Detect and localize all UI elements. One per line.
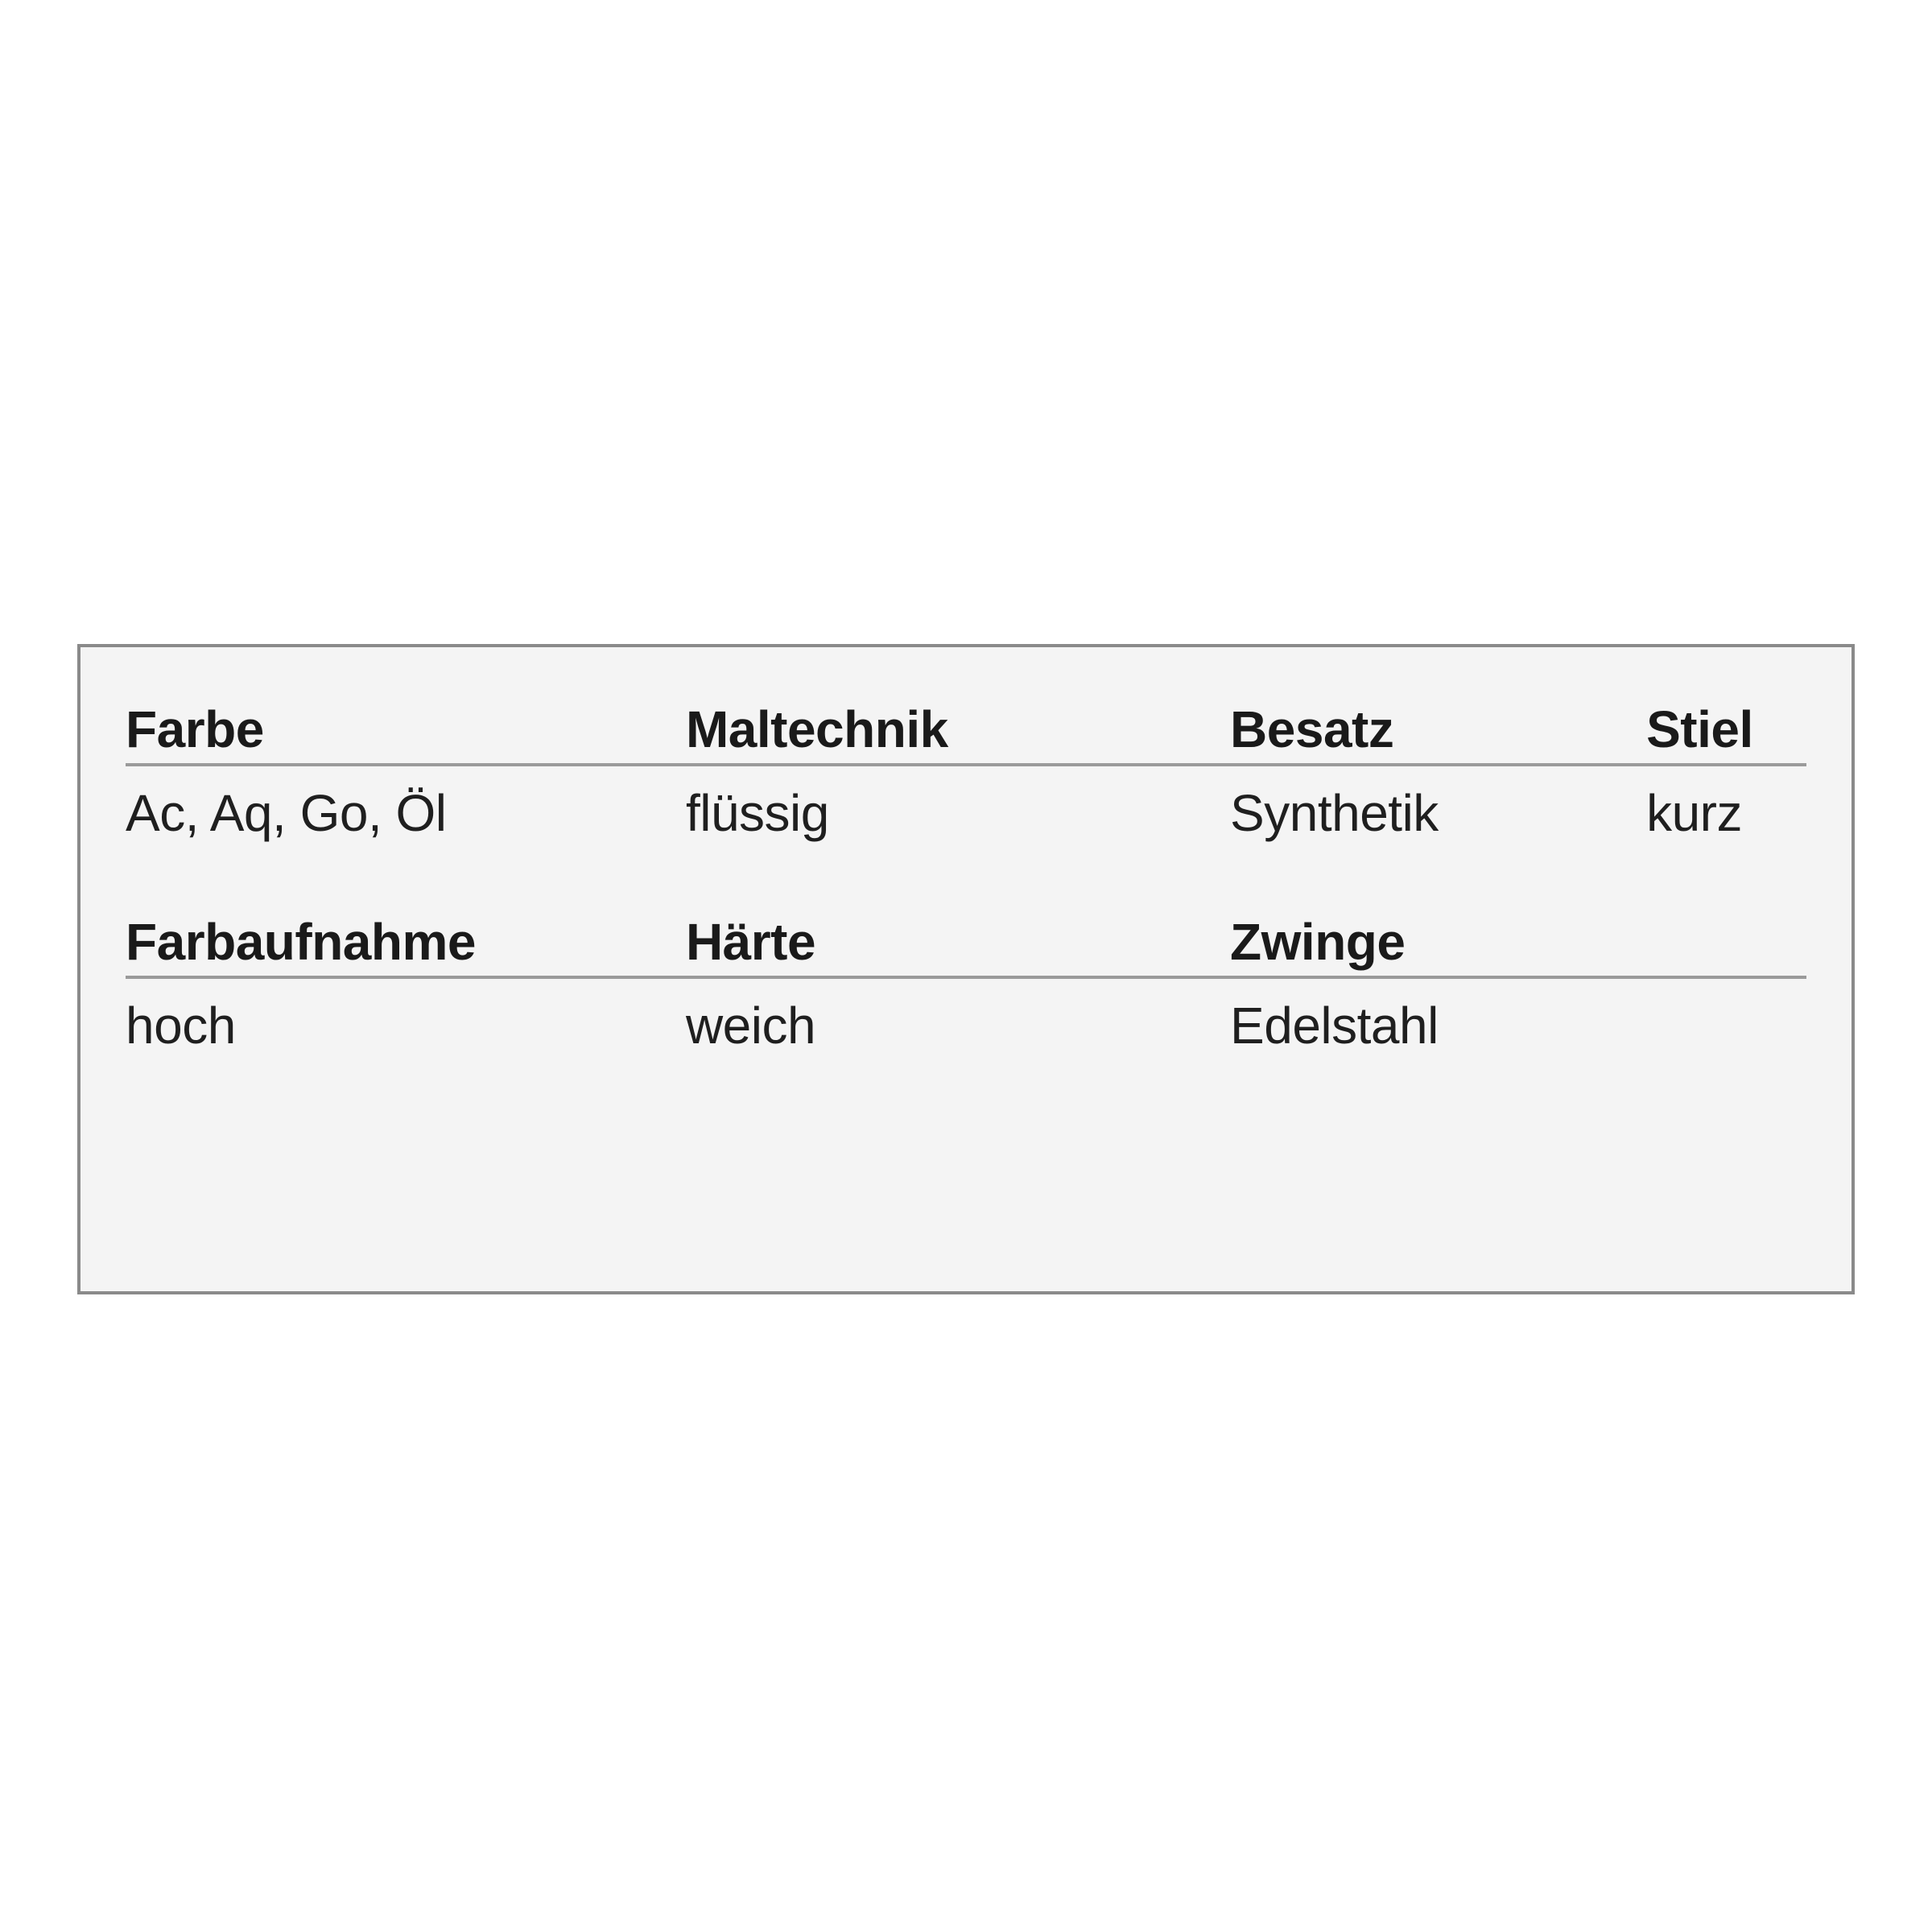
value-stiel: kurz	[1646, 784, 1742, 842]
value-haerte: weich	[685, 997, 816, 1055]
specification-card	[77, 644, 1855, 1294]
column-header-zwinge: Zwinge	[1230, 913, 1406, 971]
value-zwinge: Edelstahl	[1230, 997, 1439, 1055]
column-header-maltechnik: Maltechnik	[685, 700, 948, 758]
spec-header-row	[126, 700, 1806, 763]
value-farbe: Ac, Aq, Go, Öl	[126, 784, 447, 842]
value-farbaufnahme: hoch	[126, 997, 236, 1055]
column-header-besatz: Besatz	[1230, 700, 1394, 758]
column-header-haerte: Härte	[685, 913, 816, 971]
spec-header-row	[126, 913, 1806, 976]
spec-block-primary	[126, 700, 1806, 842]
value-maltechnik: flüssig	[685, 784, 829, 842]
spec-value-row	[126, 979, 1806, 1055]
column-header-stiel: Stiel	[1646, 700, 1753, 758]
column-header-farbe: Farbe	[126, 700, 264, 758]
spec-card-content	[126, 700, 1806, 1055]
spec-value-row	[126, 766, 1806, 842]
spec-block-secondary	[126, 913, 1806, 1055]
column-header-farbaufnahme: Farbaufnahme	[126, 913, 476, 971]
value-besatz: Synthetik	[1230, 784, 1439, 842]
